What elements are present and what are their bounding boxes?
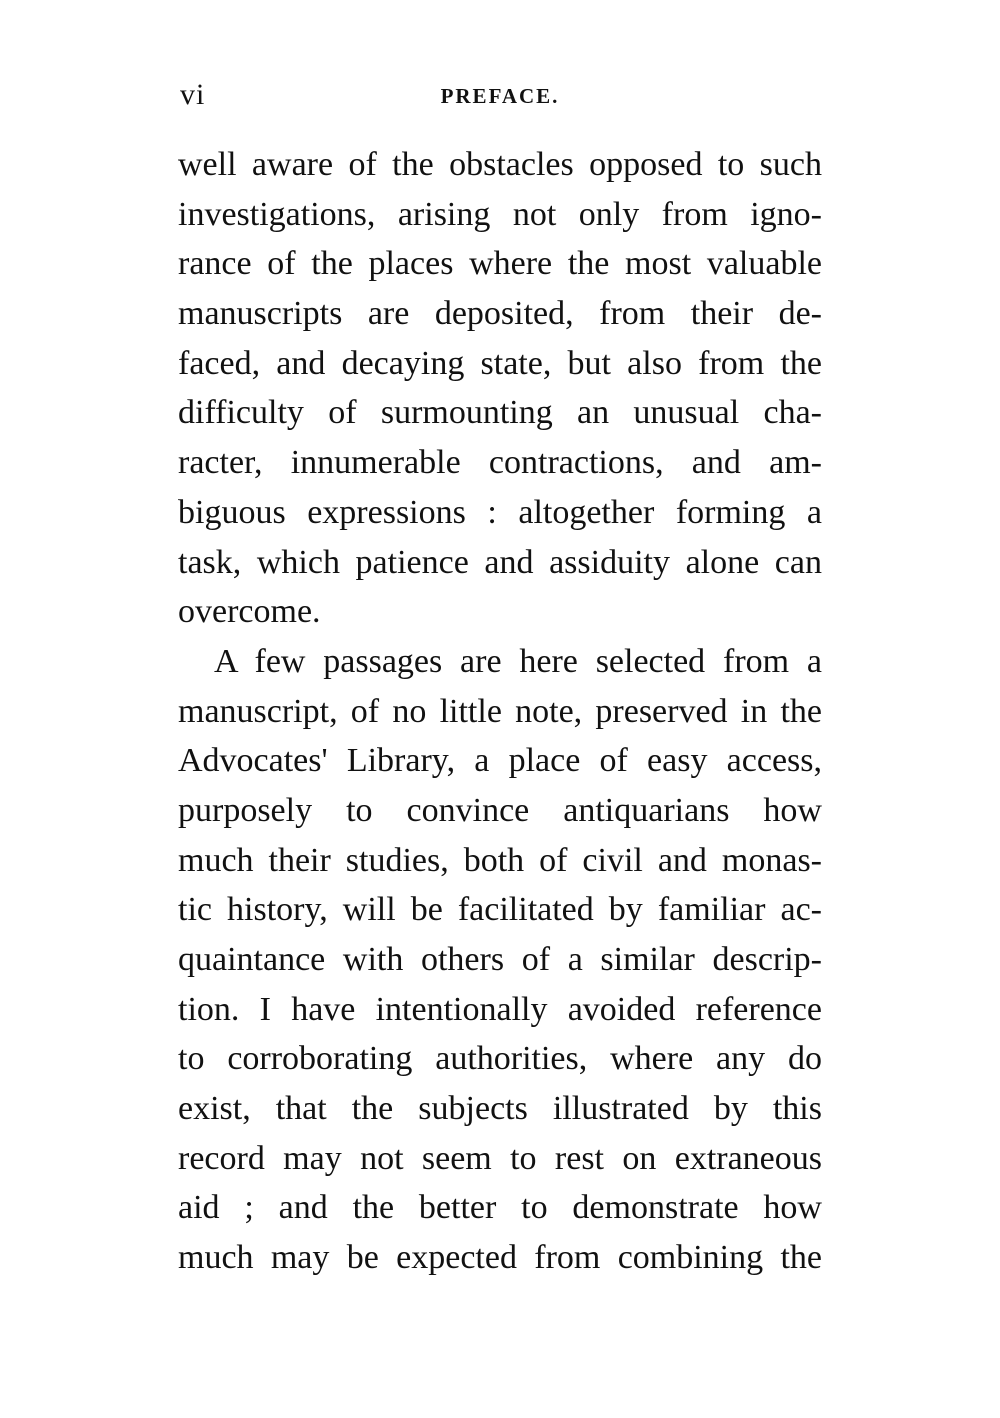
text-line: quaintance with others of a similar descrip- (178, 941, 822, 978)
text-line: well aware of the obstacles opposed to such (178, 146, 822, 183)
text-line: much their studies, both of civil and monas- (178, 841, 822, 879)
paragraph-start-line: A few passages are here selected from a (214, 642, 822, 680)
text-line: racter, innumerable contractions, and am- (178, 444, 822, 482)
paragraph-end-line: overcome. (178, 593, 321, 631)
running-title: PREFACE. (440, 84, 560, 108)
text-line: biguous expressions : altogether forming a (178, 493, 822, 531)
page-number: vi (180, 78, 206, 111)
text-line: to corroborating authorities, where any do (178, 1040, 822, 1078)
text-line: tic history, will be facilitated by familiar ac- (178, 891, 822, 929)
text-line: aid ; and the better to demonstrate how (178, 1189, 822, 1227)
text-line: rance of the places where the most valuable (178, 245, 822, 283)
text-line: much may be expected from combining the (178, 1239, 822, 1277)
text-line: task, which patience and assiduity alone can (178, 543, 822, 581)
text-line: tion. I have intentionally avoided reference (178, 990, 822, 1028)
running-head (180, 78, 820, 118)
text-line: investigations, arising not only from igno- (178, 195, 822, 233)
text-line: Advocates' Library, a place of easy access, (178, 742, 822, 780)
text-line: difficulty of surmounting an unusual cha- (178, 394, 822, 432)
text-line: manuscripts are deposited, from their de- (178, 295, 822, 333)
text-line: manuscript, of no little note, preserved in the (178, 692, 822, 730)
text-line: faced, and decaying state, but also from the (178, 344, 822, 382)
text-line: purposely to convince antiquarians how (178, 791, 822, 829)
text-line: exist, that the subjects illustrated by this (178, 1090, 822, 1128)
body-text (178, 140, 822, 1283)
text-line: record may not seem to rest on extraneous (178, 1139, 822, 1177)
